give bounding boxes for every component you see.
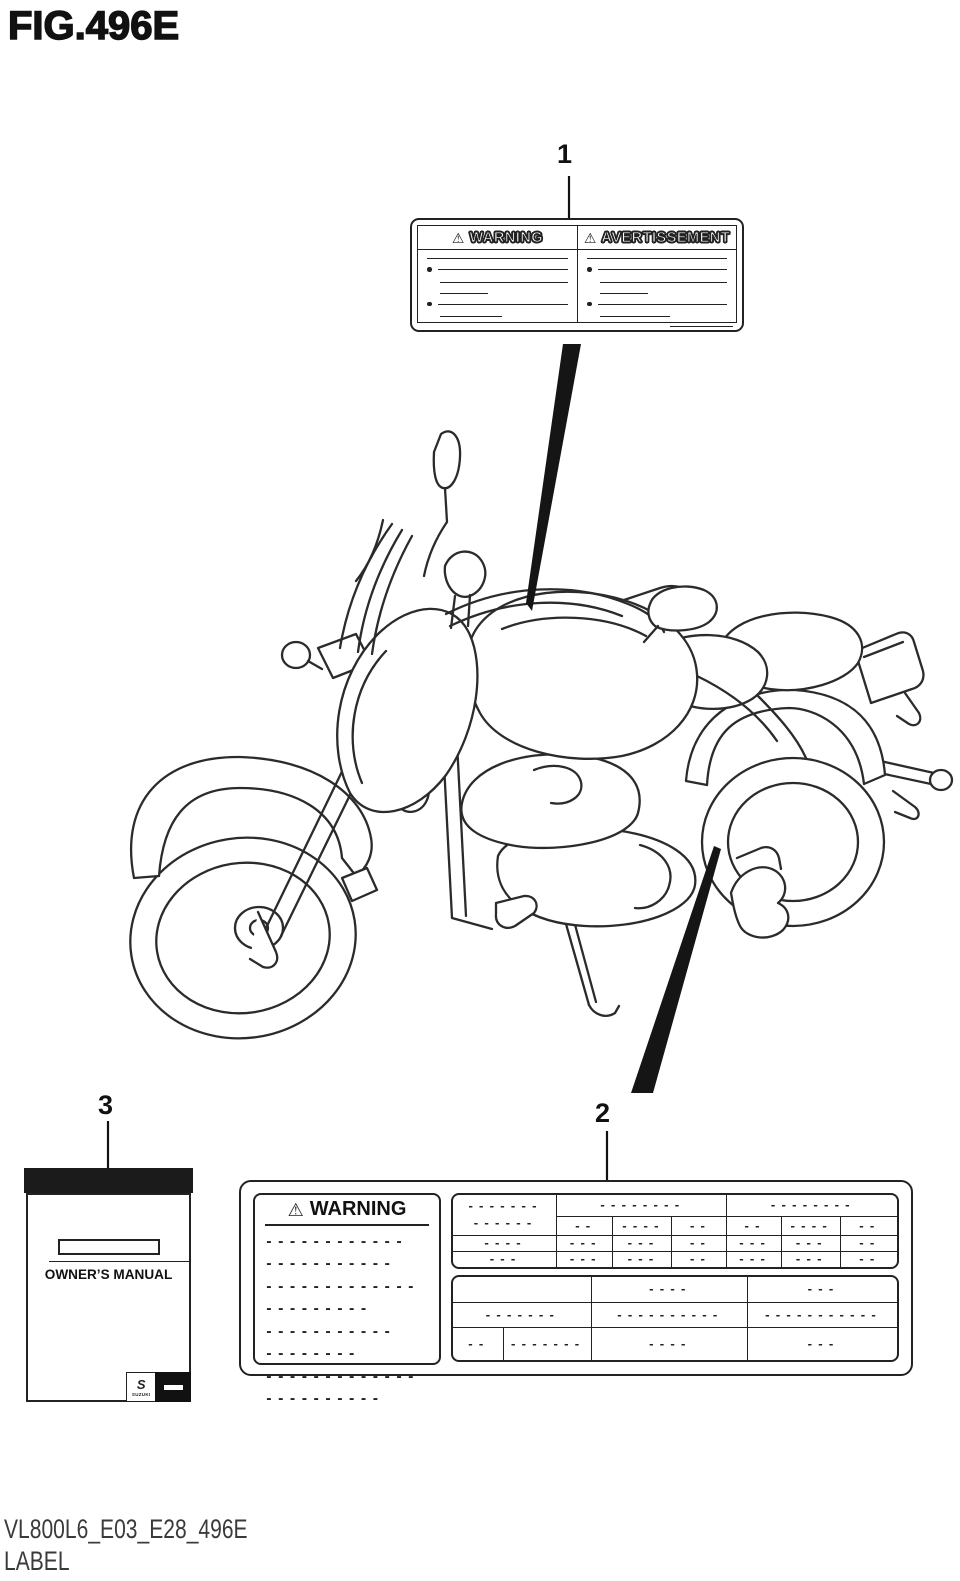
table-cell: ---- [789, 1220, 832, 1232]
page-label: LABEL [4, 1546, 70, 1576]
redacted-dash-line: ------------- [265, 1370, 419, 1384]
table-cell: --- [806, 1338, 839, 1350]
caution-header: WARNING [309, 1198, 407, 1220]
table-cell: ------- [467, 1201, 542, 1212]
redacted-line [427, 258, 568, 259]
warning-column-en [418, 226, 577, 322]
table-cell: -- [858, 1254, 880, 1265]
caution-tables [451, 1193, 899, 1362]
rear-axle [875, 760, 952, 819]
table-cell: --- [806, 1284, 839, 1295]
table-cell: -------- [769, 1200, 855, 1211]
warning-header-fr: AVERTISSEMENT [601, 229, 731, 246]
table-cell: -- [858, 1220, 880, 1232]
redacted-dash-line: --------- [265, 1303, 372, 1316]
white-dash-icon [164, 1385, 183, 1390]
table-cell: --- [568, 1238, 601, 1249]
redacted-line [600, 316, 670, 317]
table-cell: ------- [509, 1338, 585, 1350]
table-cell: ---- [648, 1284, 691, 1295]
redacted-line [440, 293, 488, 294]
manual-black-tab [155, 1372, 191, 1402]
spec-table-top [451, 1193, 899, 1269]
redacted-line [598, 304, 728, 305]
callout-number-1: 1 [557, 139, 573, 169]
table-cell: -- [688, 1254, 711, 1265]
bullet-dot [427, 302, 432, 307]
table-cell: ---- [648, 1338, 691, 1350]
table-cell: --- [738, 1238, 770, 1249]
callout-number-2: 2 [595, 1098, 611, 1128]
warning-triangle-icon: ⚠ [287, 1199, 304, 1220]
table-cell: --- [738, 1254, 770, 1265]
warning-triangle-icon: ⚠ [583, 229, 597, 246]
table-cell: --- [794, 1238, 827, 1249]
table-cell: --- [794, 1254, 827, 1265]
redacted-dash-line: ---------- [265, 1393, 384, 1406]
redacted-dash-line: -------- [265, 1348, 360, 1361]
redacted-line [438, 269, 569, 270]
table-cell: -- [688, 1220, 711, 1232]
table-cell: ---------- [616, 1309, 723, 1321]
redacted-line [440, 316, 502, 317]
redacted-dash-line: ------------ [265, 1235, 407, 1249]
suzuki-logo-icon: S [136, 1376, 146, 1392]
bullet-dot [587, 267, 592, 272]
rear-rack [855, 632, 923, 725]
table-cell: -- [574, 1220, 596, 1232]
redacted-line [600, 293, 648, 294]
table-cell: ------ [472, 1218, 537, 1229]
redacted-line [587, 258, 727, 259]
manual-rule [49, 1261, 189, 1262]
redacted-line [440, 282, 568, 283]
table-cell: ----------- [764, 1309, 881, 1321]
side-cover [461, 754, 639, 848]
warning-label-part1 [410, 218, 744, 332]
table-cell: -- [688, 1238, 711, 1249]
table-cell: --- [568, 1254, 601, 1265]
redacted-dash-line: ----------- [265, 1258, 396, 1271]
warning-header-en: WARNING [469, 229, 544, 246]
table-cell: --- [626, 1254, 659, 1265]
bullet-dot [587, 302, 592, 307]
owners-manual-part3 [24, 1168, 193, 1402]
bullet-dot [427, 267, 432, 272]
suzuki-brand-text: SUZUKI [131, 1391, 151, 1397]
callout-number-3: 3 [98, 1090, 114, 1120]
warning-column-fr [577, 226, 736, 322]
figure-title: FIG.496E [8, 4, 180, 48]
redacted-line [600, 282, 727, 283]
caution-label-part2 [239, 1180, 913, 1406]
redacted-line [598, 269, 728, 270]
table-cell: -------- [599, 1200, 685, 1211]
table-cell: ---- [621, 1220, 664, 1232]
redacted-line [438, 304, 569, 305]
manual-title: OWNER’S MANUAL [44, 1266, 173, 1282]
kickstand [566, 921, 619, 1016]
table-cell: -- [858, 1238, 880, 1249]
redacted-line [670, 326, 733, 327]
table-cell: ---- [483, 1238, 526, 1249]
suzuki-logo-box [126, 1372, 155, 1402]
manual-model-box [58, 1239, 160, 1255]
manual-cover-band [24, 1168, 193, 1193]
table-cell: --- [488, 1254, 521, 1265]
table-cell: ------- [484, 1309, 559, 1321]
redacted-dash-line: ------------- [265, 1280, 419, 1294]
spec-table-bottom [451, 1275, 899, 1362]
table-cell: -- [743, 1220, 765, 1232]
table-cell: --- [626, 1238, 659, 1249]
redacted-dash-line: ----------- [265, 1325, 396, 1339]
manual-cover-page [26, 1193, 191, 1402]
warning-triangle-icon: ⚠ [451, 229, 465, 246]
table-cell: -- [467, 1338, 489, 1350]
caution-warning-box [253, 1193, 441, 1406]
warning-label-table [417, 225, 737, 323]
rear-wheel [702, 758, 884, 938]
pointer-wedge-1 [526, 344, 581, 611]
part-code: VL800L6_E03_E28_496E [4, 1514, 248, 1544]
